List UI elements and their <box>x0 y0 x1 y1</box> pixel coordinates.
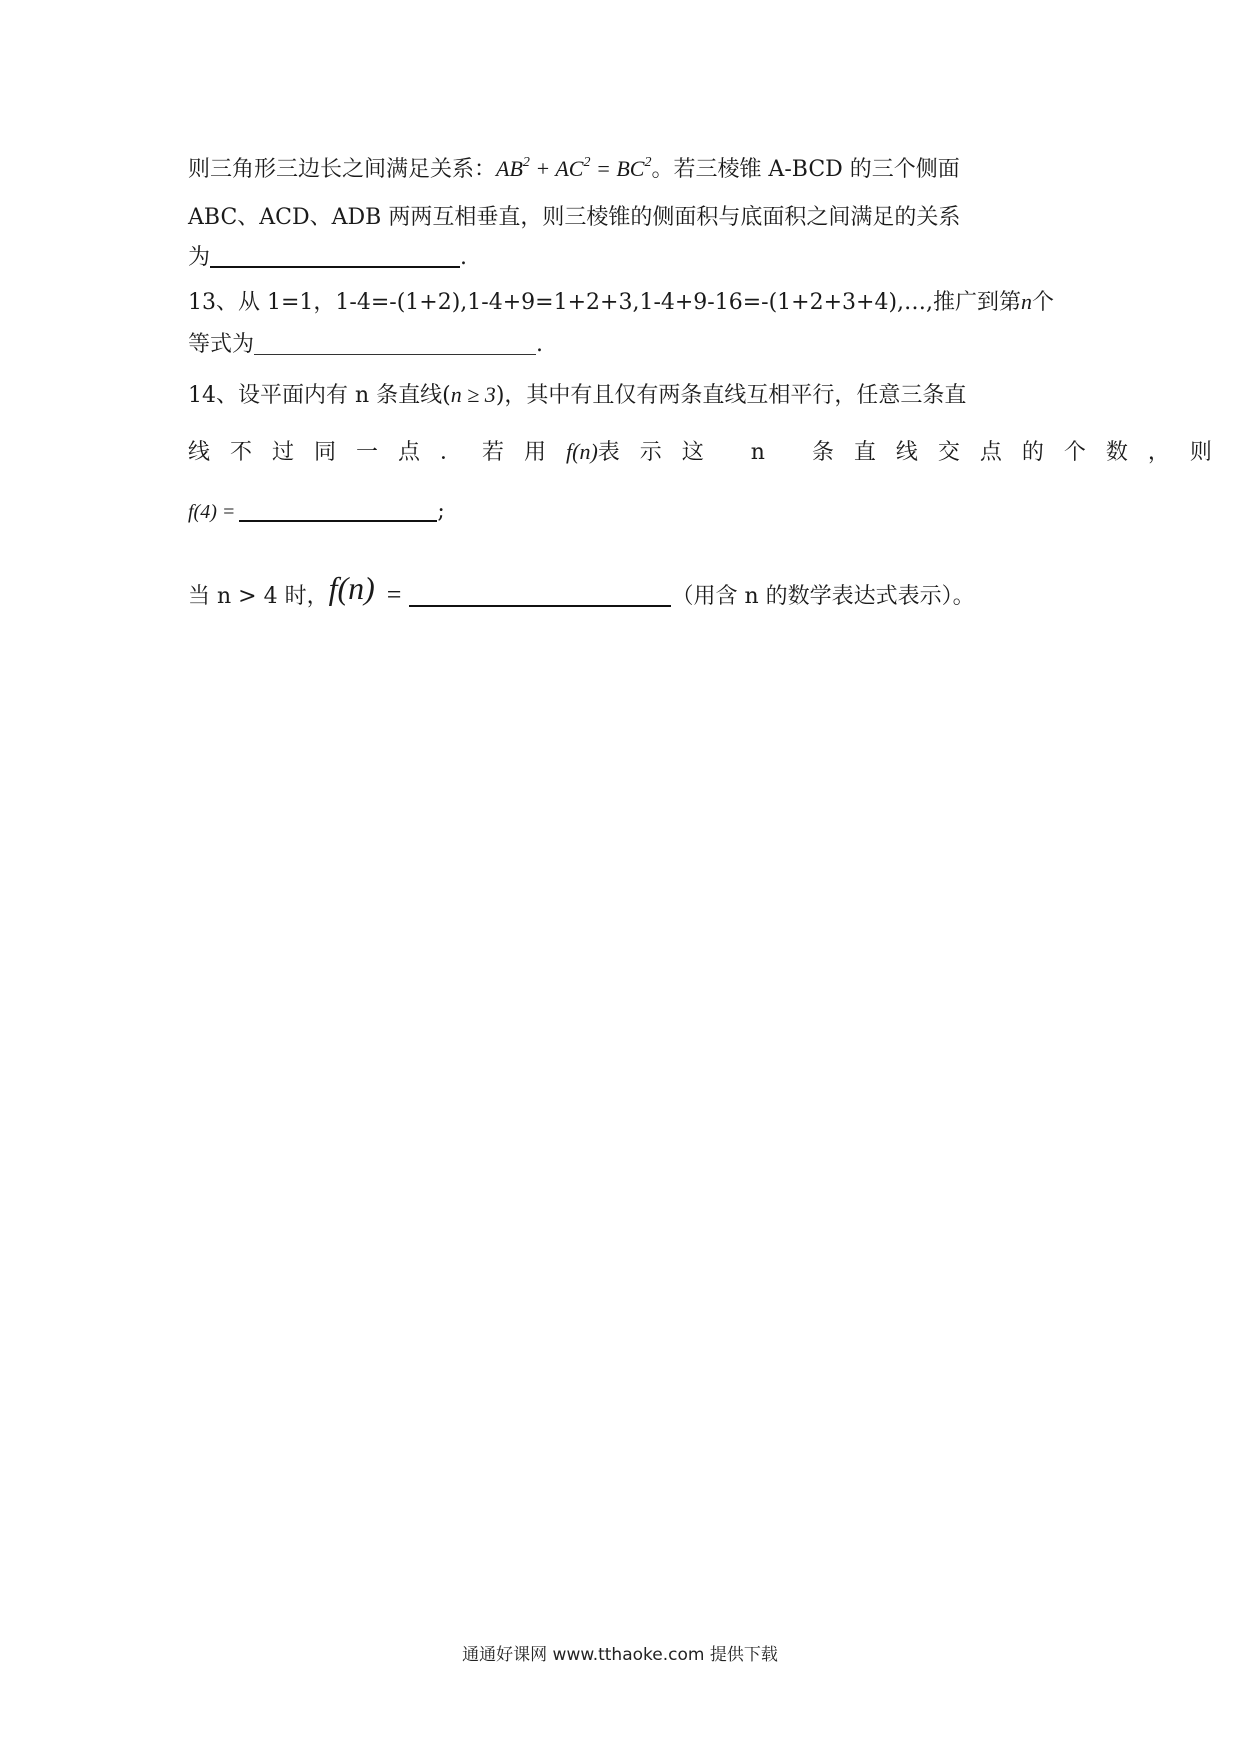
q14-condition: n ≥ 3 <box>450 382 496 407</box>
q14-fn-large: f(n) <box>328 570 375 606</box>
q14-line2-function: f(n) <box>566 439 598 464</box>
q13-variable-n: n <box>1021 289 1033 314</box>
q14-line1-prefix: 14、设平面内有 n 条直线( <box>188 383 451 408</box>
q14-line-2 <box>188 437 1232 468</box>
q13-line2-suffix: . <box>536 332 544 357</box>
q12-equation: $AB^2 + AC^2 = BC^2$ <box>496 155 652 181</box>
footer-text: 通通好课网 www.tthaoke.com 提供下载 <box>462 1645 778 1665</box>
q14-f4-label: f(4) = <box>188 501 236 523</box>
q13-line2-prefix: 等式为 <box>188 332 255 357</box>
q14-fn-answer-blank[interactable] <box>409 583 671 607</box>
q14-line3-suffix: ; <box>437 499 445 524</box>
q14-line-3 <box>188 497 445 527</box>
q13-line1-text: 13、从 1=1，1-4=-(1+2),1-4+9=1+2+3,1-4+9-16=-(1+2+3+4),…,推广到第 <box>188 290 1022 315</box>
q12-line1-prefix: 则三角形三边长之间满足关系： <box>188 157 497 182</box>
q12-line-3 <box>188 243 467 273</box>
q13-line-2 <box>188 330 543 360</box>
q13-line1-end: 个 <box>1032 290 1055 315</box>
q14-line-1 <box>188 380 966 411</box>
q12-answer-blank[interactable] <box>210 244 460 268</box>
q14-line2-b: 表示这 n 条直线交点的个数，则 <box>597 440 1232 465</box>
q14-line2-a: 线不过同一点．若用 <box>188 440 567 465</box>
q12-line2-text: ABC、ACD、ADB 两两互相垂直，则三棱锥的侧面积与底面积之间满足的关系 <box>188 205 961 230</box>
q14-line-4 <box>188 568 975 617</box>
q14-line1-suffix: )，其中有且仅有两条直线互相平行，任意三条直 <box>495 383 967 408</box>
q12-line3-prefix: 为 <box>188 245 211 270</box>
q14-line4-suffix: （用含 n 的数学表达式表示）。 <box>671 584 975 609</box>
q13-line-1 <box>188 287 1054 318</box>
q12-line-2 <box>188 203 960 233</box>
q14-line4-prefix: 当 n > 4 时， <box>188 584 329 609</box>
q13-answer-blank[interactable] <box>254 332 536 355</box>
q12-line3-suffix: . <box>460 245 468 270</box>
q14-equals-sign: = <box>386 580 402 609</box>
q12-line-1 <box>188 148 960 185</box>
q12-line1-suffix: 。若三棱锥 A-BCD 的三个侧面 <box>651 157 960 182</box>
page-footer <box>0 1640 1240 1665</box>
q14-f4-answer-blank[interactable] <box>239 498 437 522</box>
